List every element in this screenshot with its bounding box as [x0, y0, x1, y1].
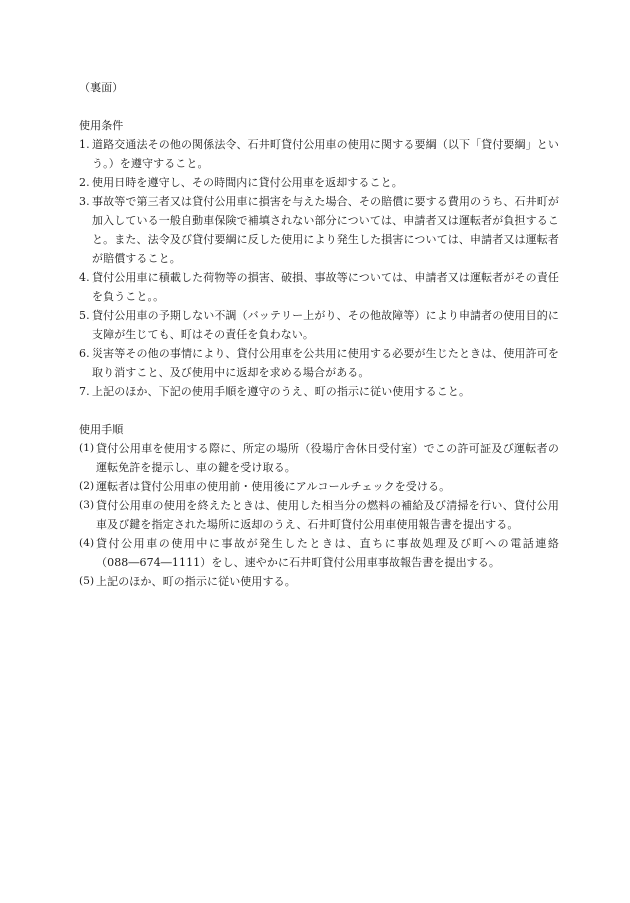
procedure-text: 貸付公用車を使用する際に、所定の場所（役場庁舎休日受付室）でこの許可証及び運転者の運転免許を提示し、車の鍵を受け取る。: [96, 442, 559, 474]
condition-item: [79, 382, 559, 401]
condition-text: 道路交通法その他の関係法令、石井町貸付公用車の使用に関する要綱（以下「貸付要綱」という。）を遵守すること。: [92, 138, 559, 170]
procedure-heading: 使用手順: [79, 423, 124, 436]
procedure-text: 運転者は貸付公用車の使用前・使用後にアルコールチェックを受ける。: [96, 480, 451, 493]
condition-text: 貸付公用車に積載した荷物等の損害、破損、事故等については、申請者又は運転者がその責任を負うこと。。: [92, 271, 559, 303]
procedure-number: (3): [79, 499, 95, 511]
procedure-number: (1): [79, 442, 95, 454]
procedure-number: (4): [79, 537, 95, 549]
procedure-item: [79, 534, 559, 572]
condition-number: 7.: [79, 385, 90, 398]
procedure-list: [79, 439, 559, 591]
procedure-item: [79, 439, 559, 477]
section-spacer: [79, 401, 559, 420]
procedure-number: (2): [79, 480, 95, 492]
procedure-text: 貸付公用車の使用中に事故が発生したときは、直ちに事故処理及び町への電話連絡（088―674―1111）をし、速やかに石井町貸付公用車事故報告書を提出する。: [96, 537, 559, 569]
condition-number: 5.: [79, 309, 90, 322]
condition-item: [79, 306, 559, 344]
document-content: [79, 78, 559, 591]
procedure-item: [79, 572, 559, 591]
condition-text: 災害等その他の事情により、貸付公用車を公共用に使用する必要が生じたときは、使用許可を取り消すこと、及び使用中に返却を求める場合がある。: [92, 347, 559, 379]
condition-text: 貸付公用車の予期しない不調（バッテリー上がり、その他故障等）により申請者の使用目的に支障が生じても、町はその責任を負わない。: [92, 309, 559, 341]
condition-number: 6.: [79, 347, 90, 360]
procedure-item: [79, 496, 559, 534]
procedure-number: (5): [79, 575, 95, 587]
procedure-text: 上記のほか、町の指示に従い使用する。: [96, 575, 296, 588]
condition-item: [79, 192, 559, 268]
condition-text: 上記のほか、下記の使用手順を遵守のうえ、町の指示に従い使用すること。: [92, 385, 471, 398]
condition-item: [79, 135, 559, 173]
reverse-side-label: （裏面）: [79, 81, 124, 94]
conditions-heading: 使用条件: [79, 119, 124, 132]
procedure-text: 貸付公用車の使用を終えたときは、使用した相当分の燃料の補給及び清掃を行い、貸付公用車及び鍵を指定された場所に返却のうえ、石井町貸付公用車使用報告書を提出する。: [96, 499, 559, 531]
condition-item: [79, 268, 559, 306]
condition-text: 事故等で第三者又は貸付公用車に損害を与えた場合、その賠償に要する費用のうち、石井町が加入している一般自動車保険で補填されない部分については、申請者又は運転者が負担すること。また、法令及び貸付要綱に反した使用により発生した損害については、申請者又は運転者が賠償すること。: [92, 195, 559, 265]
conditions-list: [79, 135, 559, 401]
procedure-item: [79, 477, 559, 496]
condition-number: 4.: [79, 271, 90, 284]
condition-number: 1.: [79, 138, 90, 151]
condition-item: [79, 173, 559, 192]
condition-item: [79, 344, 559, 382]
condition-number: 3.: [79, 195, 90, 208]
condition-number: 2.: [79, 176, 90, 189]
condition-text: 使用日時を遵守し、その時間内に貸付公用車を返却すること。: [92, 176, 403, 189]
